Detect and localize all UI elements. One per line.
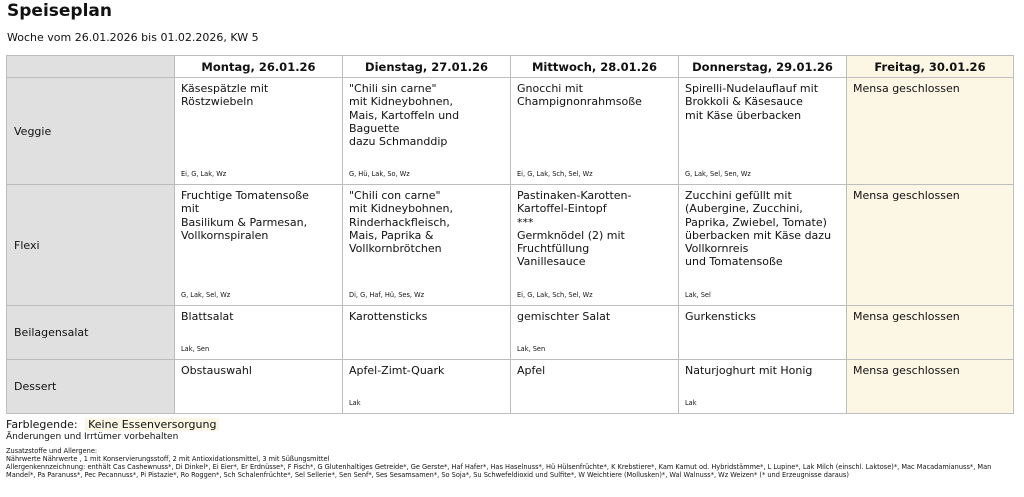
dish-name: Mensa geschlossen [853,82,960,95]
disclaimer: Änderungen und Irrtümer vorbehalten [6,432,179,442]
allergen-codes: Lak, Sen [181,345,210,353]
dish-name: "Chili sin carne" mit Kidneybohnen, Mais, Kartoffeln und Baguette dazu Schmanddip [349,82,460,149]
menu-cell [343,360,511,414]
menu-cell [343,78,511,185]
page-title: Speiseplan [7,1,112,21]
menu-cell [175,78,343,185]
day-header: Mittwoch, 28.01.26 [511,56,679,78]
day-header: Dienstag, 27.01.26 [343,56,511,78]
week-range: Woche vom 26.01.2026 bis 01.02.2026, KW 5 [7,31,259,44]
allergen-key: Allergenkennzeichnung: enthält Cas Cashewnuss*, Di Dinkel*, Ei Eier*, Er Erdnüsse*, F Fisch*, G Glutenhaltiges Getreide*, Ge Gerste*, Haf Hafer*, Has Haselnuss*, Hü Hülsenfrüchte*, K Krebstiere*, Kam Kamut od. Hybridstämme*, L Lupine*, Lak Milch (einschl. Laktose)*, Mac Macadamianuss*, Man Mandel*, Pa Paranuss*, Pec Pecannuss*, Pi Pistazie*, Ro Roggen*, Sch Schalenfrüchte*, Sel Sellerie*, Sen Senf*, Ses Sesamsamen*, So Soja*, Su Schwefeldioxid und Sulfite*, W Weichtiere (Mollusken)*, Wal Walnuss*, Wz Weizen* (* und Erzeugnisse daraus) [6,463,992,480]
category-label: Beilagensalat [7,306,175,360]
menu-cell [175,360,343,414]
dish-name: Käsespätzle mit Röstzwiebeln [181,82,269,109]
menu-cell [511,360,679,414]
dish-name: Naturjoghurt mit Honig [685,364,813,377]
corner-cell [7,56,175,78]
allergen-codes: Di, G, Haf, Hü, Ses, Wz [349,291,425,299]
table-row [7,185,1014,306]
menu-cell [847,306,1014,360]
dish-name: Mensa geschlossen [853,310,960,323]
legend-closed-swatch: Keine Essenversorgung [85,418,219,431]
color-legend [6,418,219,431]
menu-cell [511,306,679,360]
category-label: Flexi [7,185,175,306]
allergen-codes: G, Hü, Lak, So, Wz [349,170,410,178]
dish-name: gemischter Salat [517,310,611,323]
dish-name: Pastinaken-Karotten- Kartoffel-Eintopf *** Germknödel (2) mit Fruchtfüllung Vanillesauce [517,189,632,269]
dish-name: Blattsalat [181,310,234,323]
dish-name: Spirelli-Nudelauflauf mit Brokkoli & Käsesauce mit Käse überbacken [685,82,819,122]
allergen-codes: Lak, Sen [517,345,546,353]
dish-name: Apfel-Zimt-Quark [349,364,445,377]
dish-name: Fruchtige Tomatensoße mit Basilikum & Parmesan, Vollkornspiralen [181,189,309,242]
menu-cell [679,78,847,185]
allergen-codes: Ei, G, Lak, Sch, Sel, Wz [517,291,593,299]
allergen-codes: Ei, G, Lak, Sch, Sel, Wz [517,170,593,178]
menu-cell [679,306,847,360]
allergen-codes: Lak [349,399,361,407]
allergen-codes: Ei, G, Lak, Wz [181,170,227,178]
dish-name: Zucchini gefüllt mit (Aubergine, Zucchini, Paprika, Zwiebel, Tomate) überbacken mit Käse dazu Vollkornreis und Tomatensoße [685,189,832,269]
meal-plan-table [6,55,1014,414]
dish-name: Karottensticks [349,310,428,323]
menu-cell [511,78,679,185]
menu-cell [847,185,1014,306]
table-row [7,78,1014,185]
menu-cell [847,78,1014,185]
menu-cell [679,360,847,414]
dish-name: Gurkensticks [685,310,756,323]
allergen-codes: G, Lak, Sel, Wz [181,291,231,299]
day-header: Donnerstag, 29.01.26 [679,56,847,78]
dish-name: Mensa geschlossen [853,364,960,377]
additives-text: Nährwerte Nährwerte , 1 mit Konservierungsstoff, 2 mit Antioxidationsmittel, 3 mit Süßungsmittel [6,455,330,463]
dish-name: Mensa geschlossen [853,189,960,202]
header-row [7,56,1014,78]
menu-cell [343,185,511,306]
menu-cell [343,306,511,360]
dish-name: Apfel [517,364,546,377]
allergen-codes: G, Lak, Sel, Sen, Wz [685,170,751,178]
table-row [7,306,1014,360]
menu-cell [175,306,343,360]
menu-cell [679,185,847,306]
menu-cell [847,360,1014,414]
legend-label: Farblegende: [6,418,78,431]
dish-name: Obstauswahl [181,364,252,377]
dish-name: "Chili con carne" mit Kidneybohnen, Rinderhackfleisch, Mais, Paprika & Vollkornbrötchen [349,189,453,256]
category-label: Veggie [7,78,175,185]
additives-title: Zusatzstoffe und Allergene: [6,447,98,455]
menu-cell [175,185,343,306]
dish-name: Gnocchi mit Champignonrahmsoße [517,82,642,109]
menu-cell [511,185,679,306]
allergen-codes: Lak, Sel [685,291,711,299]
allergen-codes: Lak [685,399,697,407]
day-header: Montag, 26.01.26 [175,56,343,78]
category-label: Dessert [7,360,175,414]
table-row [7,360,1014,414]
day-header: Freitag, 30.01.26 [847,56,1014,78]
